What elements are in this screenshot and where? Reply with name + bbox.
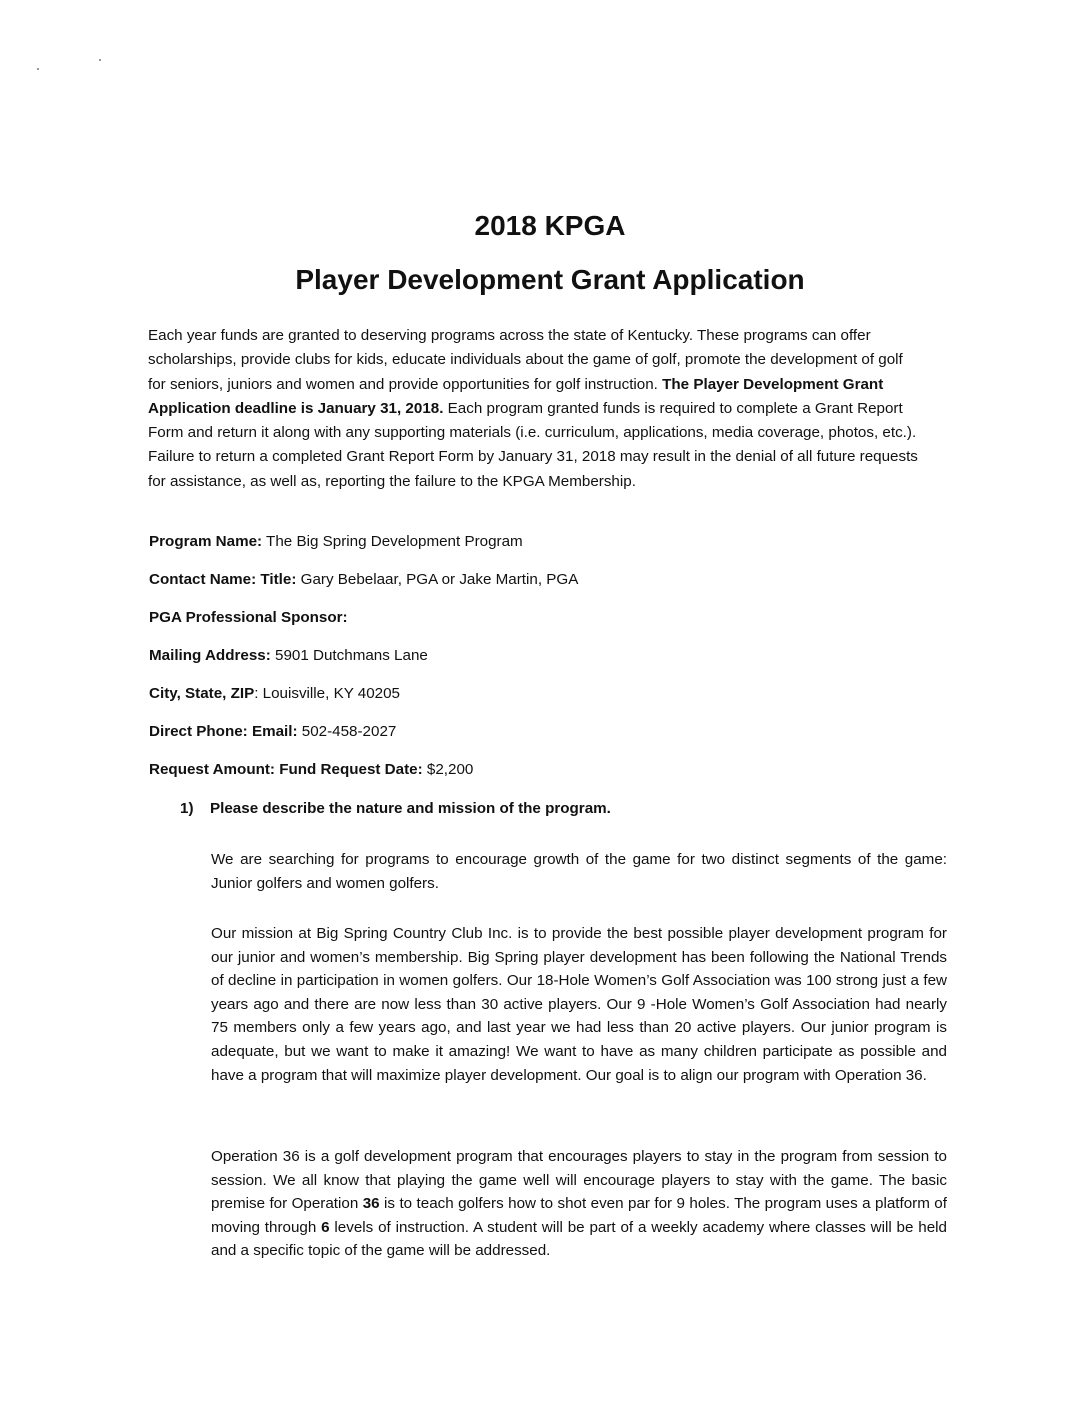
scan-speck	[37, 68, 39, 70]
field-label: Mailing Address:	[149, 647, 271, 664]
field-pga-sponsor	[149, 609, 348, 626]
document-title: Player Development Grant Application	[295, 264, 805, 295]
intro-deadline: The Player Development Grant Application deadline is January 31, 2018.	[148, 375, 884, 417]
question-1	[180, 800, 611, 817]
field-value: Gary Bebelaar, PGA or Jake Martin, PGA	[296, 571, 579, 588]
scan-speck	[99, 59, 101, 61]
field-label: Contact Name: Title:	[149, 571, 297, 588]
field-label: Request Amount: Fund Request Date:	[149, 761, 423, 778]
answer-text: levels of instruction. A student will be part of a weekly academy where classes will be held and a specific topic of the game will be addressed.	[211, 1218, 947, 1260]
field-value: 5901 Dutchmans Lane	[270, 647, 428, 664]
field-label: PGA Professional Sponsor:	[149, 609, 348, 626]
field-request-amount	[149, 761, 473, 778]
field-city-state-zip	[149, 685, 400, 702]
answer-bold-6: 6	[321, 1218, 330, 1236]
field-value: The Big Spring Development Program	[262, 533, 523, 550]
field-phone-email	[149, 723, 396, 740]
question-number: 1)	[180, 800, 194, 817]
field-value: $2,200	[422, 761, 474, 778]
field-label: City, State, ZIP	[149, 685, 255, 702]
field-mailing-address	[149, 647, 428, 664]
answer-paragraph-3	[211, 1145, 947, 1263]
intro-paragraph	[148, 324, 918, 494]
intro-text: Each year funds are granted to deserving programs across the state of Kentucky. These programs can offer scholarships, provide clubs for kids, educate individuals about the game of golf, promote the development of golf for seniors, juniors and women and provide opportunities for golf instruction.	[148, 327, 903, 393]
field-label: Program Name:	[149, 533, 263, 550]
field-program-name	[149, 533, 523, 550]
answer-text: Operation 36 is a golf development program that encourages players to stay in the program from session to session. We all know that playing the game well will encourage players to stay with the game. The basic premise for Operation	[211, 1148, 947, 1213]
field-contact-name	[149, 571, 578, 588]
answer-paragraph-2: Our mission at Big Spring Country Club Inc. is to provide the best possible player development program for our junior and women’s membership. Big Spring player development has been following the National Trends of decline in participation in women golfers. Our 18-Hole Women’s Golf Association was 100 strong just a few years ago and there are now less than 30 active players. Our 9 -Hole Women’s Golf Association had nearly 75 members only a few years ago, and last year we had less than 20 active players. Our junior program is adequate, but we want to make it amazing! We want to have as many children participate as possible and have a program that will maximize player development. Our goal is to align our program with Operation 36.	[211, 925, 947, 1084]
question-text: Please describe the nature and mission of the program.	[210, 800, 611, 817]
document-title-year: 2018 KPGA	[474, 210, 626, 241]
field-label: Direct Phone: Email:	[149, 723, 298, 740]
answer-text: is to teach golfers how to shot even par for 9 holes. The program uses a platform of moving through	[211, 1195, 947, 1236]
answer-paragraph-1: We are searching for programs to encourage growth of the game for two distinct segments of the game: Junior golfers and women golfers.	[211, 851, 947, 892]
intro-text-cont: Each program granted funds is required to complete a Grant Report Form and return it along with any supporting materials (i.e. curriculum, applications, media coverage, photos, etc.). Failure to return a completed Grant Report Form by January 31, 2018 may result in the denial of all future requests for assistance, as well as, reporting the failure to the KPGA Membership.	[148, 399, 918, 490]
field-value: : Louisville, KY 40205	[254, 685, 401, 702]
answer-bold-36: 36	[362, 1195, 380, 1213]
field-value: 502-458-2027	[297, 723, 397, 740]
